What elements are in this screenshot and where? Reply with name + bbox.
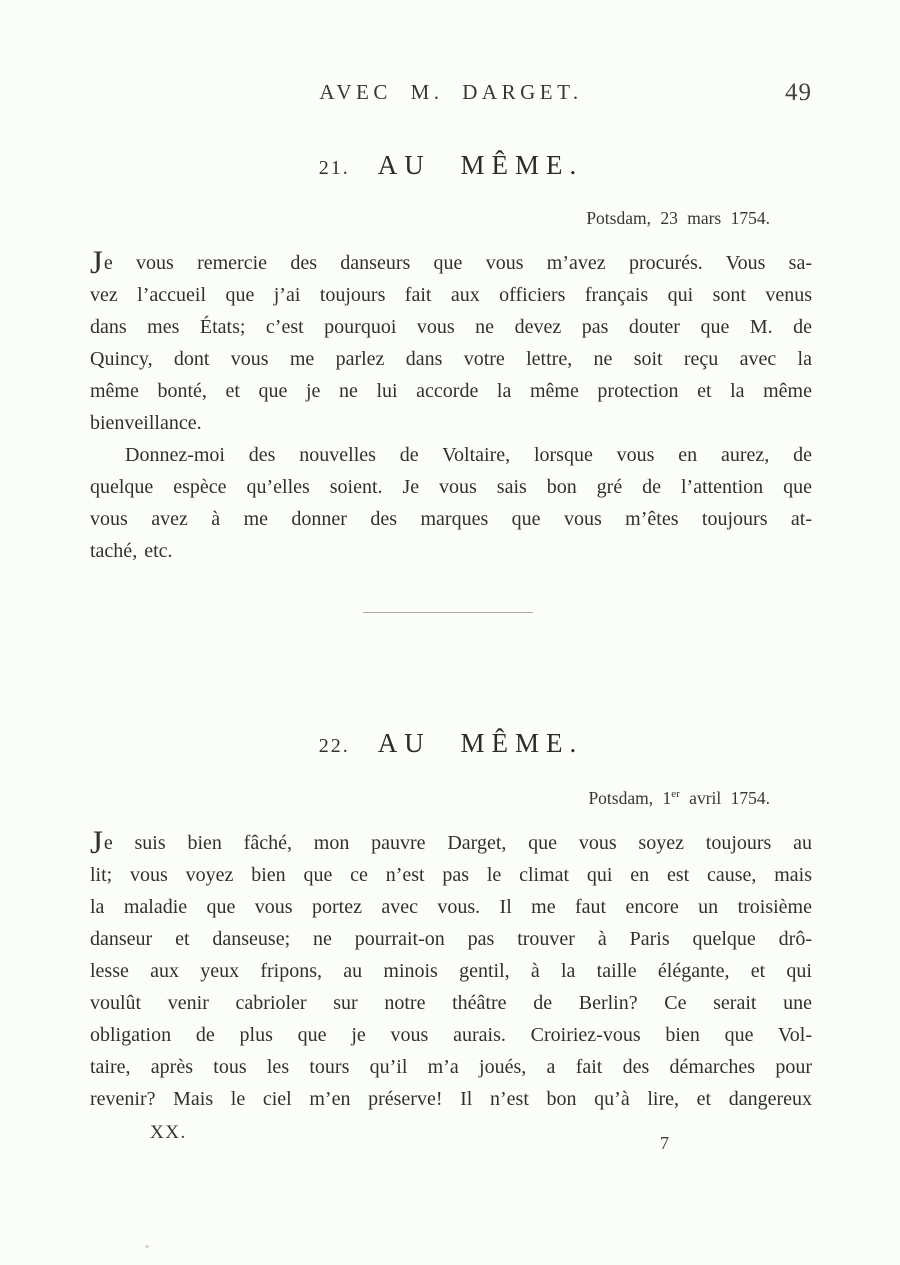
letter-22-body <box>90 827 812 1115</box>
letter-22-dateline <box>90 788 812 809</box>
page-number: 49 <box>785 79 812 106</box>
running-title: AVEC M. DARGET. <box>319 80 583 104</box>
text-line <box>90 827 812 859</box>
letter-number: 22. <box>318 735 350 757</box>
text-line: voulût venir cabrioler sur notre théâtre de Berlin? Ce serait une <box>90 992 812 1014</box>
text-line: revenir? Mais le ciel m’en préserve! Il n’est bon qu’à lire, et dangereux <box>90 1088 812 1110</box>
text-line: la maladie que vous portez avec vous. Il me faut encore un troisième <box>90 896 812 918</box>
text-line: obligation de plus que je vous aurais. Croiriez-vous bien que Vol- <box>90 1024 812 1046</box>
text-line-content: e suis bien fâché, mon pauvre Darget, que vous soyez toujours au <box>103 832 812 854</box>
text-line: quelque espèce qu’elles soient. Je vous sais bon gré de l’attention que <box>90 476 812 498</box>
drop-initial: J <box>90 825 104 861</box>
letter-22-heading <box>90 728 812 759</box>
text-line: taché, etc. <box>90 540 173 562</box>
dateline-suffix: avril 1754. <box>679 788 770 808</box>
text-line: danseur et danseuse; ne pourrait-on pas trouver à Paris quelque drô- <box>90 928 812 950</box>
letter-number: 21. <box>318 157 350 179</box>
letter-title: AU MÊME. <box>377 150 584 180</box>
text-line: lesse aux yeux fripons, au minois gentil, à la taille élégante, et qui <box>90 960 812 982</box>
volume-signature: XX. <box>150 1122 187 1143</box>
drop-initial: J <box>90 245 104 281</box>
text-line: vous avez à me donner des marques que vous m’êtes toujours at- <box>90 508 812 530</box>
text-line <box>90 247 812 279</box>
text-line: Quincy, dont vous me parlez dans votre lettre, ne soit reçu avec la <box>90 348 812 370</box>
text-line: lit; vous voyez bien que ce n’est pas le climat qui en est cause, mais <box>90 864 812 886</box>
text-line: taire, après tous les tours qu’il m’a joués, a fait des démarches pour <box>90 1056 812 1078</box>
letter-21-dateline: Potsdam, 23 mars 1754. <box>586 208 770 228</box>
text-line: même bonté, et que je ne lui accorde la même protection et la même <box>90 380 812 402</box>
section-divider <box>363 612 533 613</box>
letter-21-body <box>90 247 812 567</box>
dateline-prefix: Potsdam, 1 <box>588 788 672 808</box>
dateline-superscript: er <box>671 788 680 800</box>
scan-speck <box>145 1245 149 1248</box>
running-header <box>90 80 812 114</box>
sheet-signature: 7 <box>660 1133 669 1153</box>
text-line: vez l’accueil que j’ai toujours fait aux officiers français qui sont venus <box>90 284 812 306</box>
letter-title: AU MÊME. <box>377 728 584 758</box>
text-line-content: e vous remercie des danseurs que vous m’avez procurés. Vous sa- <box>103 252 812 274</box>
letter-21-heading <box>90 150 812 181</box>
text-line: bienveillance. <box>90 412 202 434</box>
text-line: dans mes États; c’est pourquoi vous ne devez pas douter que M. de <box>90 316 812 338</box>
text-line: Donnez-moi des nouvelles de Voltaire, lorsque vous en aurez, de <box>125 444 812 466</box>
